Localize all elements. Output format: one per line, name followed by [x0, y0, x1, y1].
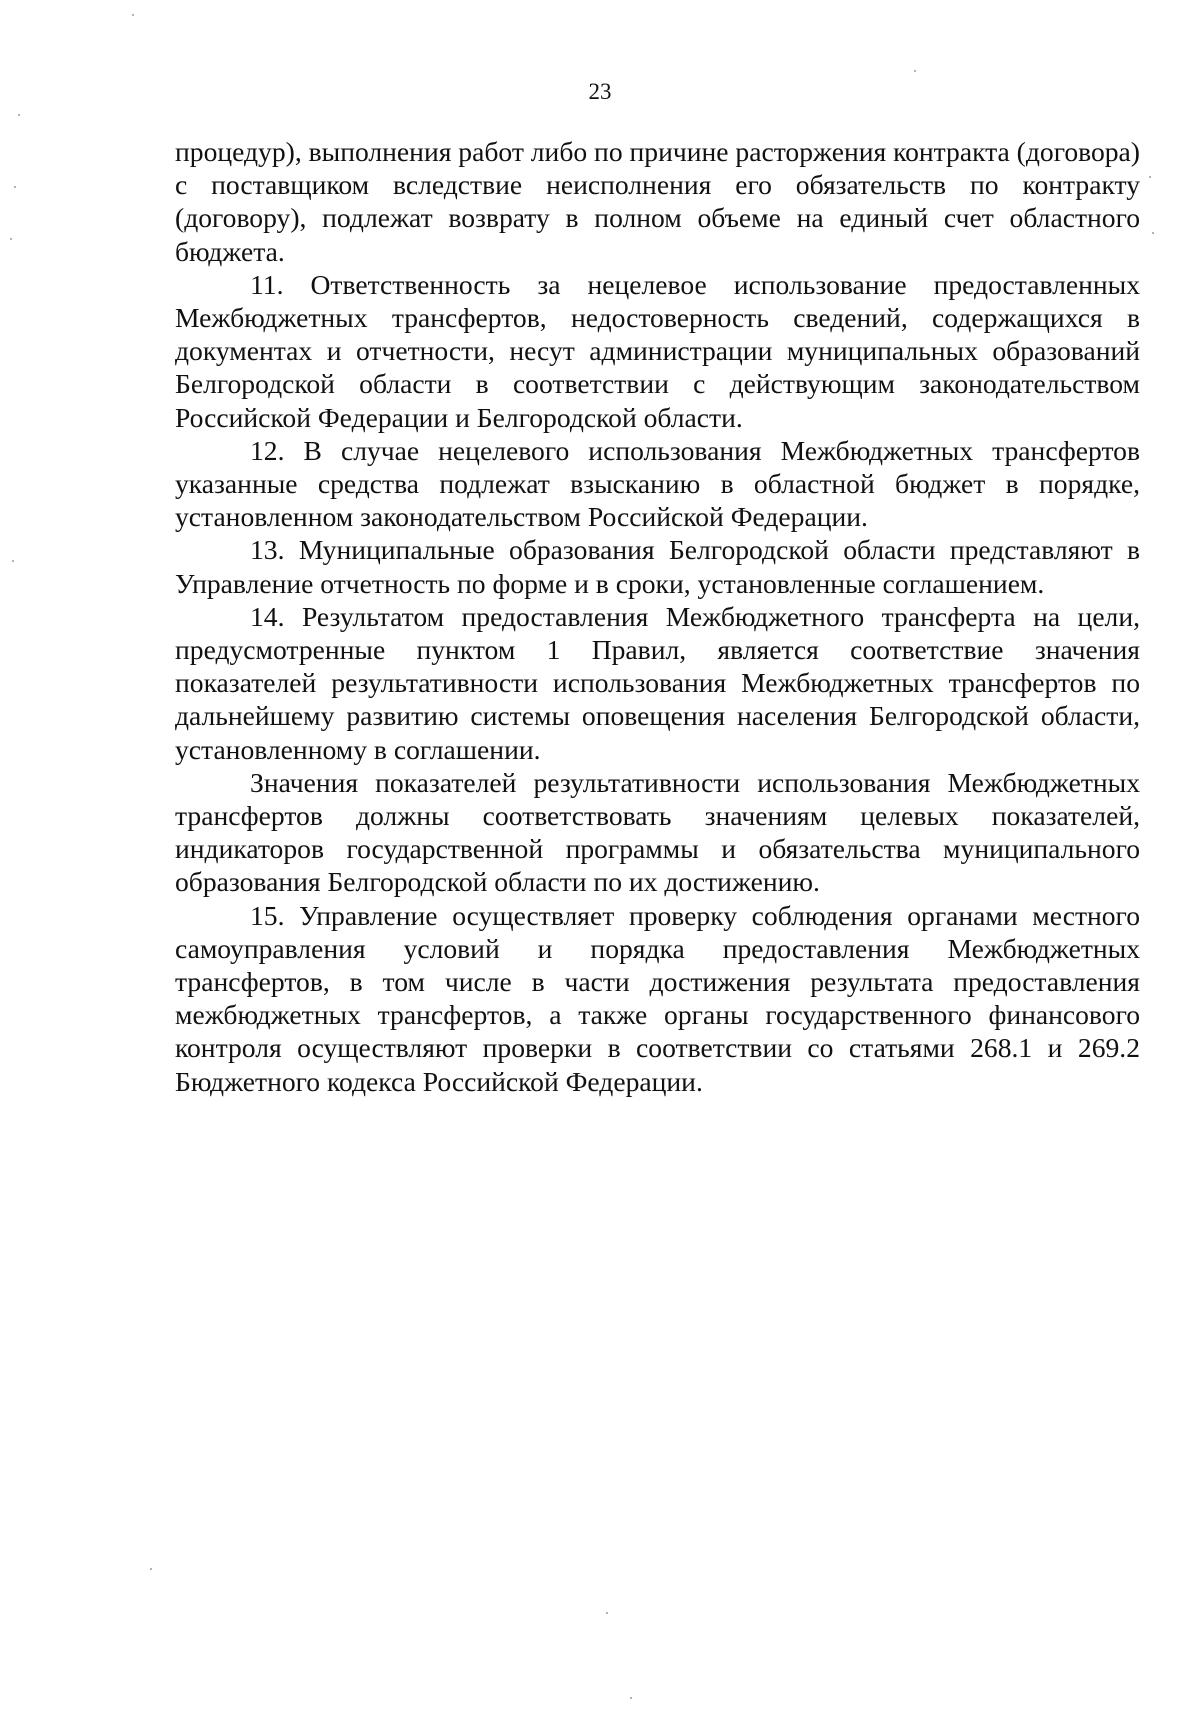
scan-speck [150, 1568, 152, 1570]
scan-speck [12, 560, 14, 562]
paragraph-11: 11. Ответственность за нецелевое использование предоставленных Межбюджетных трансфертов, недостоверность сведений, содержащихся в документах и отчетности, несут администрации муниципальных образований Белгородской области в соответствии с действующим законодательством Российской Федерации и Белгородской области. [175, 268, 1140, 433]
paragraph-14-values: Значения показателей результативности использования Межбюджетных трансфертов должны соответствовать значениям целевых показателей, индикаторов государственной программы и обязательства муниципального образования Белгородской области по их достижению. [175, 766, 1140, 898]
scan-speck [18, 114, 20, 116]
paragraph-continuation: процедур), выполнения работ либо по причине расторжения контракта (договора) с поставщиком вследствие неисполнения его обязательств по контракту (договору), подлежат возврату в полном объеме на единый счет областного бюджета. [175, 136, 1140, 267]
document-body [175, 135, 1140, 1098]
scan-speck [14, 186, 16, 188]
paragraph-13: 13. Муниципальные образования Белгородской области представляют в Управление отчетность по форме и в сроки, установленные соглашением. [175, 534, 1140, 599]
paragraph-14: 14. Результатом предоставления Межбюджетного трансферта на цели, предусмотренные пунктом 1 Правил, является соответствие значения показателей результативности использования Межбюджетных трансфертов по дальнейшему развитию системы оповещения населения Белгородской области, установленному в соглашении. [175, 600, 1140, 765]
paragraph-15: 15. Управление осуществляет проверку соблюдения органами местного самоуправления условий и порядка предоставления Межбюджетных трансфертов, в том числе в части достижения результата предоставления межбюджетных трансфертов, а также органы государственного финансового контроля осуществляют проверки в соответствии со статьями 268.1 и 269.2 Бюджетного кодекса Российской Федерации. [175, 899, 1140, 1097]
page-number: 23 [588, 79, 612, 104]
paragraph-12: 12. В случае нецелевого использования Межбюджетных трансфертов указанные средства подлежат взысканию в областной бюджет в порядке, установленном законодательством Российской Федерации. [175, 434, 1140, 533]
scan-speck [606, 1612, 608, 1614]
scan-speck [10, 238, 12, 240]
scan-speck [630, 1697, 632, 1699]
scan-speck [1152, 232, 1154, 234]
scan-speck [914, 70, 916, 72]
scan-speck [132, 14, 134, 16]
scan-speck [1149, 176, 1151, 178]
